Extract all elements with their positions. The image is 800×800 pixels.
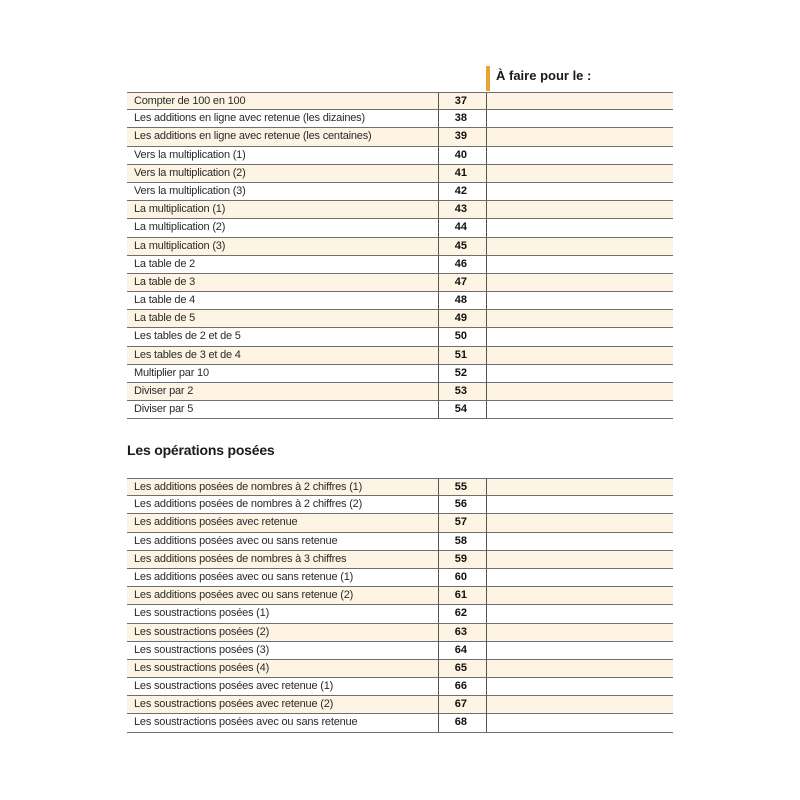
lesson-title: Compter de 100 en 100 bbox=[134, 95, 246, 107]
page-number: 63 bbox=[438, 624, 487, 641]
table-row bbox=[127, 478, 673, 496]
lesson-title: La table de 2 bbox=[134, 257, 196, 270]
page-number: 59 bbox=[438, 551, 487, 568]
table-row bbox=[127, 147, 673, 165]
page-number: 47 bbox=[438, 274, 487, 291]
todo-date-cell[interactable] bbox=[487, 678, 673, 695]
todo-date-cell[interactable] bbox=[487, 714, 673, 731]
lesson-title: Les soustractions posées avec ou sans retenue bbox=[134, 716, 358, 729]
page-number: 40 bbox=[438, 147, 487, 164]
table-row bbox=[127, 587, 673, 605]
todo-date-cell[interactable] bbox=[487, 624, 673, 641]
page-number: 55 bbox=[438, 479, 487, 495]
table-row bbox=[127, 714, 673, 732]
page-number: 56 bbox=[438, 496, 487, 513]
page-number: 67 bbox=[438, 696, 487, 713]
page-number: 62 bbox=[438, 605, 487, 622]
lesson-title: La table de 4 bbox=[134, 294, 196, 307]
lesson-title: Vers la multiplication (1) bbox=[134, 148, 246, 161]
table-row bbox=[127, 292, 673, 310]
page-number: 44 bbox=[438, 219, 487, 236]
lesson-title: Les additions posées avec ou sans retenue bbox=[134, 534, 338, 547]
page-number: 66 bbox=[438, 678, 487, 695]
table-row bbox=[127, 678, 673, 696]
lesson-title: Vers la multiplication (2) bbox=[134, 166, 246, 179]
lesson-title: Les soustractions posées (2) bbox=[134, 625, 270, 638]
page-number: 60 bbox=[438, 569, 487, 586]
page-number: 57 bbox=[438, 514, 487, 531]
todo-date-cell[interactable] bbox=[487, 347, 673, 364]
page-number: 46 bbox=[438, 256, 487, 273]
table-row bbox=[127, 347, 673, 365]
todo-date-cell[interactable] bbox=[487, 365, 673, 382]
todo-date-cell[interactable] bbox=[487, 292, 673, 309]
page-number: 64 bbox=[438, 642, 487, 659]
lesson-title: Les additions posées avec retenue bbox=[134, 516, 298, 529]
page-number: 39 bbox=[438, 128, 487, 145]
lesson-title: La table de 3 bbox=[134, 275, 196, 288]
todo-date-cell[interactable] bbox=[487, 274, 673, 291]
lesson-title: Multiplier par 10 bbox=[134, 366, 209, 379]
lesson-title: Les additions posées avec ou sans retenue (2) bbox=[134, 589, 354, 602]
table-row bbox=[127, 660, 673, 678]
page-number: 68 bbox=[438, 714, 487, 731]
lesson-title: Les soustractions posées avec retenue (1) bbox=[134, 680, 334, 693]
table-row bbox=[127, 696, 673, 714]
table-row bbox=[127, 165, 673, 183]
page-number: 58 bbox=[438, 533, 487, 550]
lesson-title: Les soustractions posées (1) bbox=[134, 607, 270, 620]
todo-date-cell[interactable] bbox=[487, 219, 673, 236]
table-row bbox=[127, 219, 673, 237]
todo-date-cell[interactable] bbox=[487, 93, 673, 109]
page-number: 45 bbox=[438, 238, 487, 255]
lesson-title: Les additions posées de nombres à 3 chiffres bbox=[134, 552, 347, 565]
table-row bbox=[127, 551, 673, 569]
page-number: 52 bbox=[438, 365, 487, 382]
todo-date-cell[interactable] bbox=[487, 551, 673, 568]
table-row bbox=[127, 383, 673, 401]
page-number: 42 bbox=[438, 183, 487, 200]
lessons-table-1 bbox=[127, 92, 673, 419]
lesson-title: Les soustractions posées (3) bbox=[134, 643, 270, 656]
todo-date-cell[interactable] bbox=[487, 256, 673, 273]
lesson-title: Les additions posées avec ou sans retenue (1) bbox=[134, 570, 354, 583]
page-number: 54 bbox=[438, 401, 487, 418]
page-number: 53 bbox=[438, 383, 487, 400]
page-number: 51 bbox=[438, 347, 487, 364]
lesson-title: La multiplication (1) bbox=[134, 203, 226, 216]
todo-date-cell[interactable] bbox=[487, 383, 673, 400]
page-number: 65 bbox=[438, 660, 487, 677]
table-row bbox=[127, 110, 673, 128]
todo-column-header: À faire pour le : bbox=[486, 66, 591, 91]
lesson-title: Les additions en ligne avec retenue (les dizaines) bbox=[134, 112, 365, 125]
table-row bbox=[127, 624, 673, 642]
todo-date-cell[interactable] bbox=[487, 238, 673, 255]
lesson-title: Les soustractions posées (4) bbox=[134, 661, 270, 674]
page-number: 38 bbox=[438, 110, 487, 127]
lesson-title: Les tables de 2 et de 5 bbox=[134, 330, 241, 343]
table-row bbox=[127, 256, 673, 274]
table-row bbox=[127, 183, 673, 201]
lesson-title: Les additions posées de nombres à 2 chiffres (2) bbox=[134, 498, 363, 511]
lesson-title: La table de 5 bbox=[134, 312, 196, 325]
todo-date-cell[interactable] bbox=[487, 569, 673, 586]
todo-date-cell[interactable] bbox=[487, 201, 673, 218]
todo-date-cell[interactable] bbox=[487, 587, 673, 604]
page-number: 50 bbox=[438, 328, 487, 345]
table-row bbox=[127, 401, 673, 419]
table-row bbox=[127, 496, 673, 514]
lesson-title: Diviser par 5 bbox=[134, 403, 194, 416]
table-row bbox=[127, 128, 673, 146]
table-row bbox=[127, 201, 673, 219]
lesson-title: La multiplication (2) bbox=[134, 221, 226, 234]
todo-date-cell[interactable] bbox=[487, 310, 673, 327]
table-row bbox=[127, 328, 673, 346]
lesson-title: Les additions en ligne avec retenue (les centaines) bbox=[134, 130, 372, 143]
todo-date-cell[interactable] bbox=[487, 183, 673, 200]
todo-date-cell[interactable] bbox=[487, 660, 673, 677]
todo-date-cell[interactable] bbox=[487, 165, 673, 182]
table-row bbox=[127, 569, 673, 587]
lesson-title: Diviser par 2 bbox=[134, 385, 194, 397]
lesson-title: Les tables de 3 et de 4 bbox=[134, 348, 241, 361]
todo-date-cell[interactable] bbox=[487, 147, 673, 164]
page-number: 48 bbox=[438, 292, 487, 309]
page-number: 49 bbox=[438, 310, 487, 327]
todo-date-cell[interactable] bbox=[487, 533, 673, 550]
table-row bbox=[127, 92, 673, 110]
section-title-operations-posees: Les opérations posées bbox=[127, 442, 275, 458]
todo-date-cell[interactable] bbox=[487, 514, 673, 531]
todo-date-cell[interactable] bbox=[487, 328, 673, 345]
todo-date-cell[interactable] bbox=[487, 496, 673, 513]
lesson-title: La multiplication (3) bbox=[134, 239, 226, 252]
table-row bbox=[127, 605, 673, 623]
table-row bbox=[127, 642, 673, 660]
table-row bbox=[127, 365, 673, 383]
page-number: 43 bbox=[438, 201, 487, 218]
todo-date-cell[interactable] bbox=[487, 696, 673, 713]
table-row bbox=[127, 274, 673, 292]
lesson-title: Les additions posées de nombres à 2 chiffres (1) bbox=[134, 481, 363, 493]
todo-date-cell[interactable] bbox=[487, 110, 673, 127]
todo-date-cell[interactable] bbox=[487, 605, 673, 622]
table-row bbox=[127, 514, 673, 532]
todo-date-cell[interactable] bbox=[487, 401, 673, 418]
lessons-table-2 bbox=[127, 478, 673, 733]
page-number: 61 bbox=[438, 587, 487, 604]
page-number: 37 bbox=[438, 93, 487, 109]
lesson-title: Les soustractions posées avec retenue (2) bbox=[134, 698, 334, 711]
todo-date-cell[interactable] bbox=[487, 642, 673, 659]
table-row bbox=[127, 310, 673, 328]
todo-date-cell[interactable] bbox=[487, 479, 673, 495]
table-row bbox=[127, 533, 673, 551]
todo-date-cell[interactable] bbox=[487, 128, 673, 145]
page-number: 41 bbox=[438, 165, 487, 182]
lesson-title: Vers la multiplication (3) bbox=[134, 184, 246, 197]
table-row bbox=[127, 238, 673, 256]
